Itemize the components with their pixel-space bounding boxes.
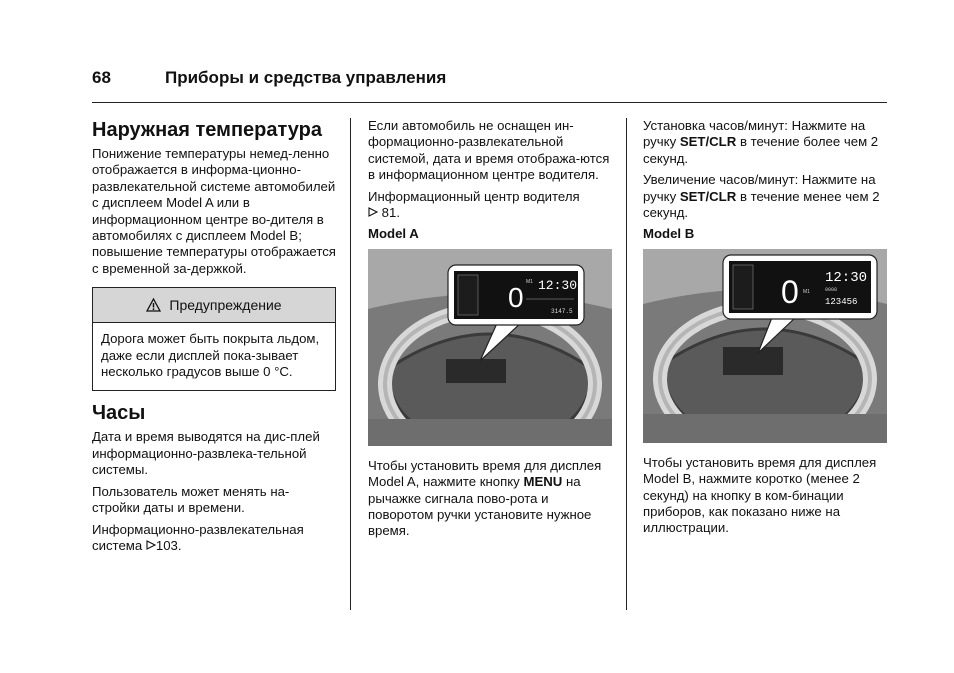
set-clr-label-1: SET/CLR — [679, 134, 737, 150]
paragraph-model-a — [368, 458, 612, 540]
gear-digit-b: 0 — [781, 273, 799, 310]
dashboard-illustration-a — [368, 249, 612, 446]
gear-digit-a: 0 — [508, 281, 524, 313]
page-ref-arrow-icon — [146, 540, 156, 550]
heading-clock: Часы — [92, 402, 146, 425]
page-ref-arrow-icon — [368, 207, 378, 217]
dic-ref-text: Информационный центр водителя — [368, 188, 580, 204]
page-ref-81[interactable]: 81. — [381, 205, 401, 221]
paragraph-increase-time — [643, 172, 887, 221]
paragraph-no-infotainment: Если автомобиль не оснащен ин-формационно-развлекательной системой, дата и время отобража-ются в информационном центре водителя. — [368, 118, 610, 183]
page-header — [92, 66, 887, 104]
page-ref-103[interactable]: 103. — [155, 537, 182, 553]
header-rule — [92, 102, 887, 103]
distance-readout-a: 3147.5 — [551, 307, 573, 315]
odometer-readout-b: 123456 — [825, 296, 858, 307]
figure-model-b — [643, 249, 887, 443]
paragraph-clock-2: Пользователь может менять на-стройки даты и времени. — [92, 483, 290, 516]
warning-text: Дорога может быть покрыта льдом, даже если дисплей пока-зывает несколько градусов выше 0 °C. — [101, 331, 320, 380]
mode-readout-a: M1 — [526, 278, 533, 285]
warning-triangle-icon — [146, 298, 161, 312]
set-clr-label-2: SET/CLR — [679, 188, 737, 204]
heading-outside-temperature: Наружная температура — [92, 119, 322, 141]
increase-time-text-1: Увеличение часов/минут: Нажмите на ручку — [643, 172, 876, 204]
paragraph-dic — [368, 189, 612, 222]
column-divider-1 — [350, 118, 351, 610]
set-time-text-2: в течение более чем 2 секунд. — [643, 134, 879, 166]
menu-button-label: MENU — [523, 474, 563, 490]
paragraph-set-time — [643, 118, 887, 167]
infotainment-ref-text: Информационно-развлекательная система — [92, 521, 304, 553]
warning-title: Предупреждение — [169, 297, 282, 314]
paragraph-clock-3 — [92, 522, 336, 555]
model-a-text-1: Чтобы установить время для дисплея Model A, нажмите кнопку — [368, 457, 602, 490]
trip-readout-b: 0008 — [825, 286, 838, 293]
dashboard-illustration-b — [643, 249, 887, 443]
warning-header — [93, 288, 335, 323]
clock-readout-b: 12:30 — [825, 269, 868, 286]
set-time-text-1: Установка часов/минут: Нажмите на ручку — [643, 118, 866, 150]
model-a-text-2: на рычажке сигнала пово-рота и поворотом ручки установите нужное время. — [368, 474, 592, 539]
column-2 — [368, 118, 612, 545]
figure-model-a — [368, 249, 612, 446]
warning-box — [92, 287, 336, 391]
label-model-a: Model A — [368, 226, 419, 242]
label-model-b: Model B — [643, 226, 695, 242]
paragraph-outside-temperature: Понижение температуры немед-ленно отображается в информа-ционно-развлекательной системе автомобилей с дисплеем Model A или в информационном центре во-дителя в автомобилях с дисплеем Model B; повышение температуры отображается с временной за-держкой. — [92, 146, 336, 276]
mode-readout-b: M1 — [803, 288, 810, 295]
increase-time-text-2: в течение менее чем 2 секунд. — [643, 188, 880, 221]
page-number: 68 — [92, 68, 111, 87]
column-3 — [643, 118, 887, 542]
clock-readout-a: 12:30 — [538, 277, 578, 293]
paragraph-clock-1: Дата и время выводятся на дис-плей информационно-развлека-тельной системы. — [92, 429, 320, 478]
chapter-title: Приборы и средства управления — [165, 68, 447, 87]
column-divider-2 — [626, 118, 627, 610]
column-1 — [92, 118, 336, 559]
paragraph-model-b: Чтобы установить время для дисплея Model B, нажмите коротко (менее 2 секунд) на кнопку в ком-бинации приборов, как показано ниже на иллюстрации. — [643, 454, 877, 536]
